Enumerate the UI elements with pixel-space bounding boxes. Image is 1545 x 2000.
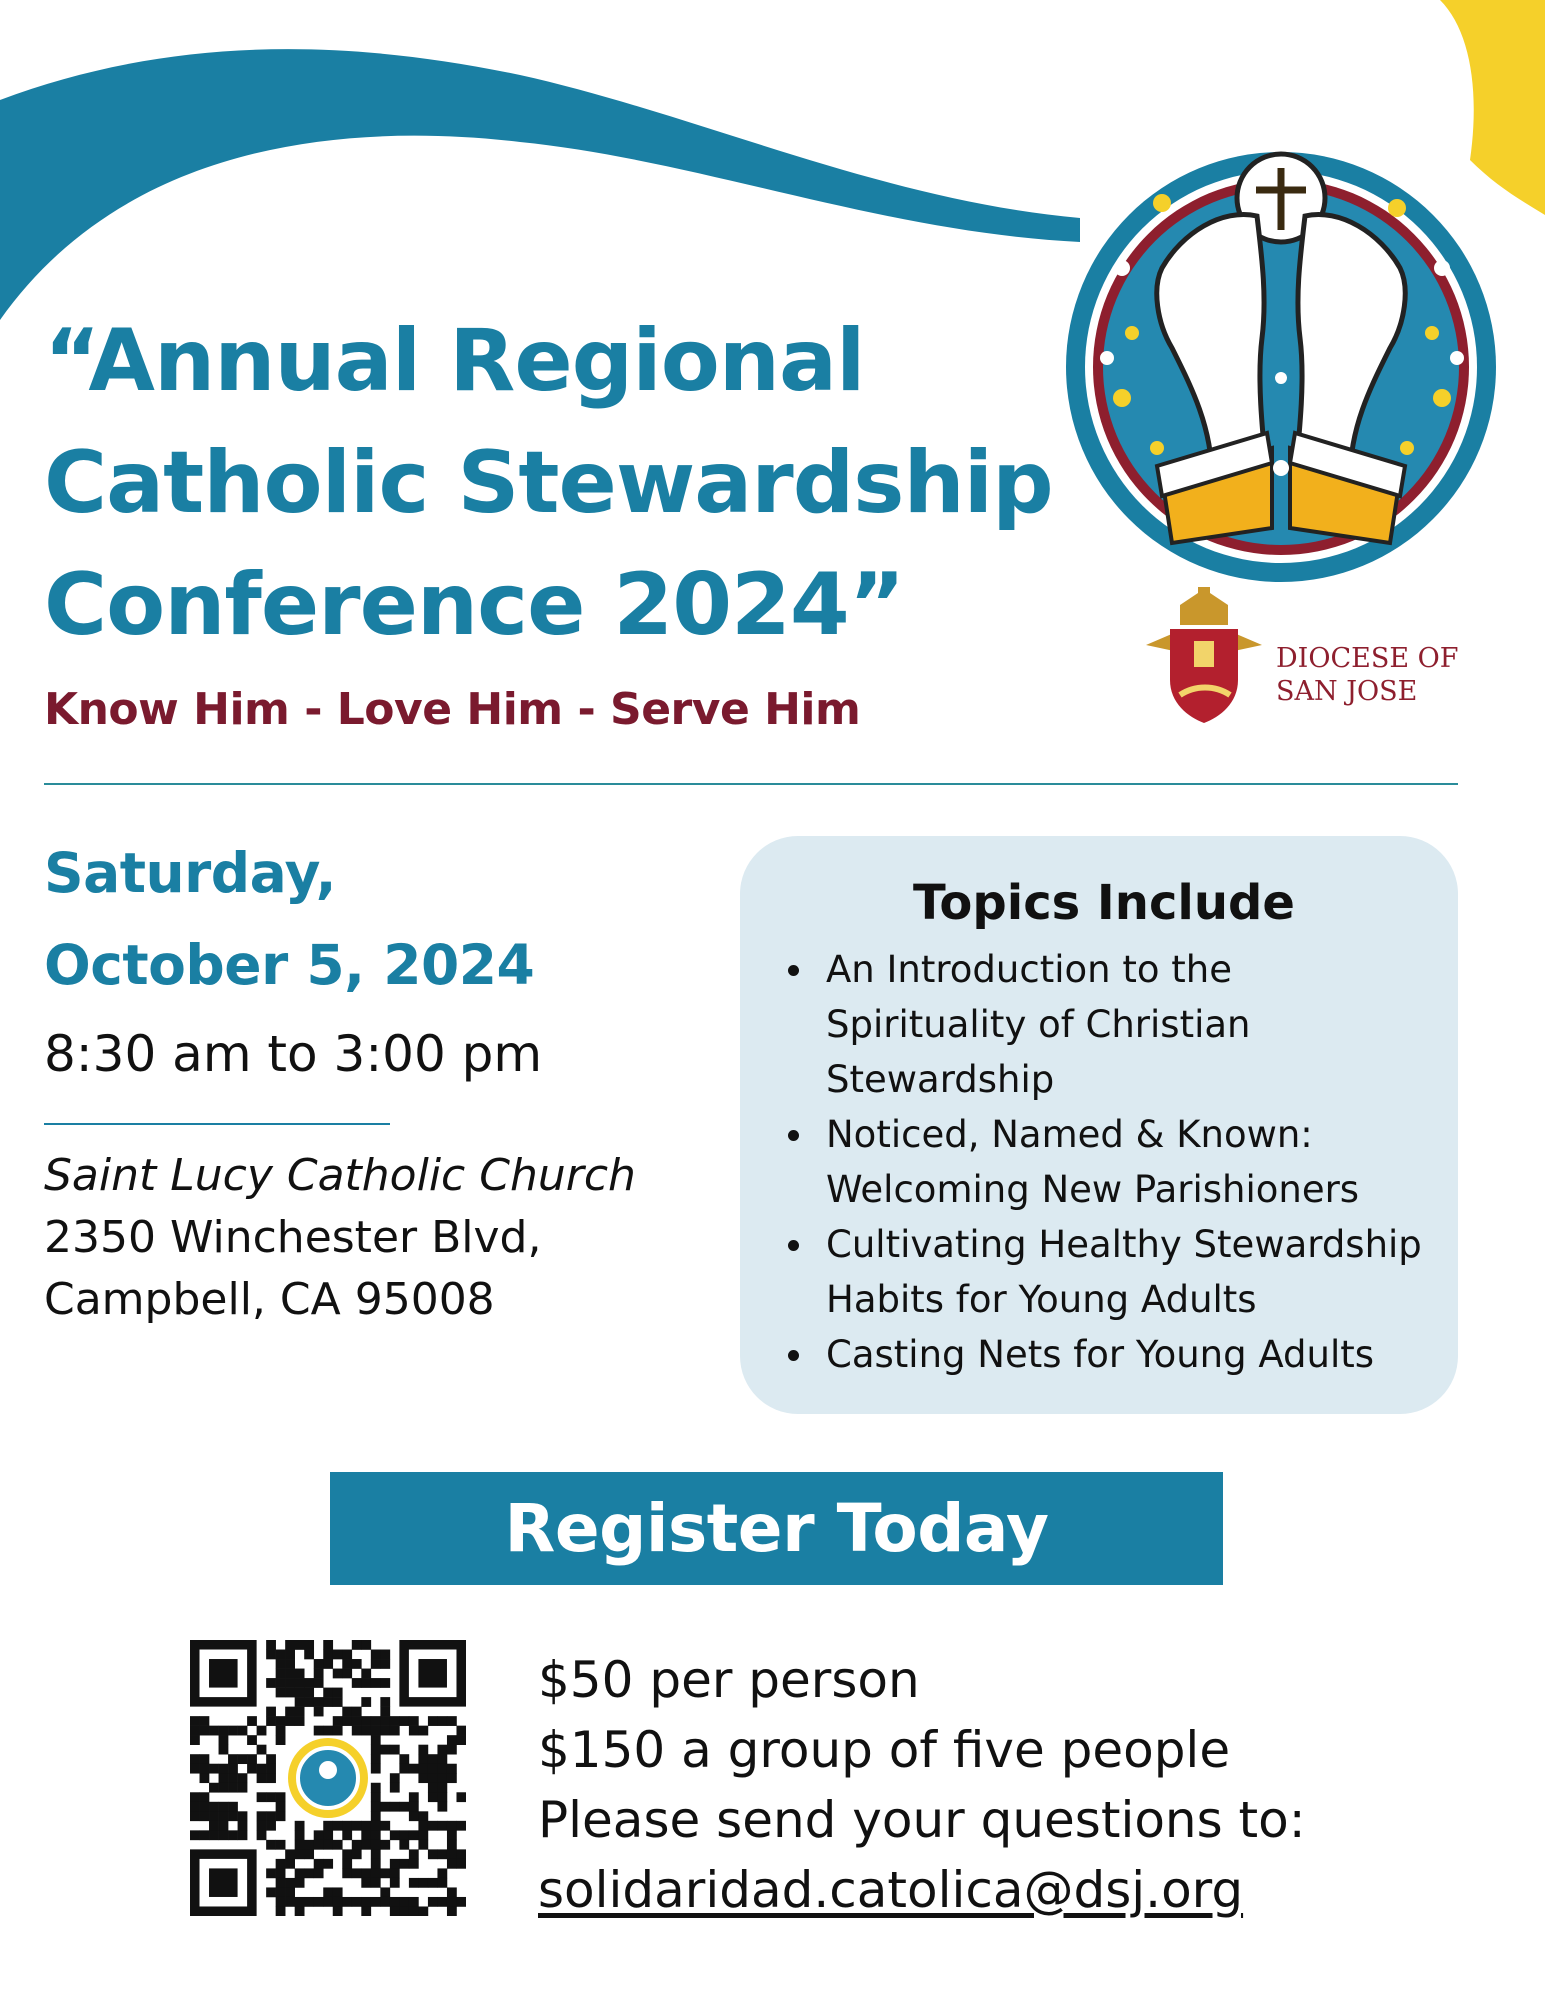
diocese-line-1: DIOCESE OF: [1276, 643, 1459, 674]
topics-heading: Topics Include: [913, 875, 1295, 931]
price-single: $50 per person: [538, 1651, 920, 1709]
topic-item: Casting Nets for Young Adults: [826, 1327, 1428, 1382]
title-line-1: “Annual Regional: [44, 311, 865, 411]
topic-item: An Introduction to the Spirituality of Christian Stewardship: [826, 942, 1428, 1107]
venue-address-line-1: 2350 Winchester Blvd,: [44, 1212, 542, 1263]
diocese-name: [1276, 642, 1458, 708]
diocese-line-2: SAN JOSE: [1276, 676, 1418, 707]
event-date: October 5, 2024: [44, 933, 535, 997]
title-line-2: Catholic Stewardship: [44, 433, 1053, 533]
topics-list: [780, 942, 1428, 1382]
tagline: Know Him - Love Him - Serve Him: [44, 684, 861, 735]
register-button[interactable]: Register Today: [330, 1472, 1223, 1585]
event-venue: [44, 1145, 636, 1331]
qr-code-icon[interactable]: [190, 1640, 466, 1916]
event-day: Saturday,: [44, 841, 337, 905]
registration-info: [538, 1645, 1306, 1925]
topic-item: Noticed, Named & Known: Welcoming New Parishioners: [826, 1107, 1428, 1217]
host-and-hands-emblem: [1062, 148, 1500, 586]
blue-wave: [0, 49, 1080, 320]
questions-prompt: Please send your questions to:: [538, 1791, 1306, 1849]
price-group: $150 a group of five people: [538, 1721, 1231, 1779]
details-divider: [44, 1123, 390, 1125]
contact-email-link[interactable]: solidaridad.catolica@dsj.org: [538, 1861, 1244, 1919]
venue-name: Saint Lucy Catholic Church: [44, 1150, 636, 1201]
diocese-crest-icon: [1140, 585, 1268, 725]
event-time: 8:30 am to 3:00 pm: [44, 1025, 543, 1083]
title-line-3: Conference 2024”: [44, 555, 905, 655]
header-divider: [44, 783, 1458, 785]
topic-item: Cultivating Healthy Stewardship Habits for Young Adults: [826, 1217, 1428, 1327]
venue-address-line-2: Campbell, CA 95008: [44, 1274, 495, 1325]
topics-box: [740, 836, 1458, 1414]
page-title: [44, 300, 1064, 666]
